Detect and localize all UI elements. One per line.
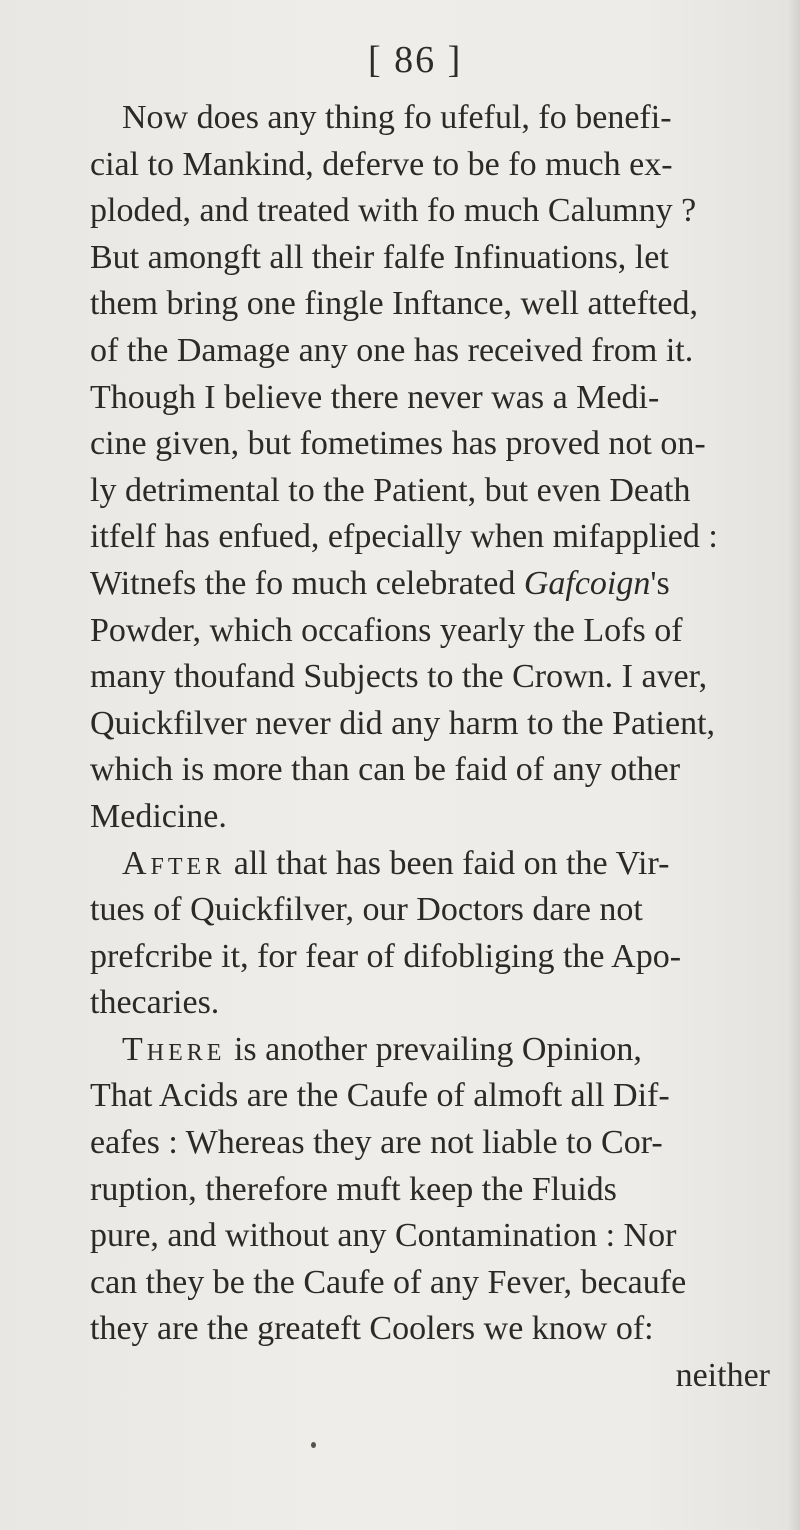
italic-name: Gafcoign	[523, 564, 651, 602]
small-caps-lead: After	[122, 844, 226, 882]
text-line: which is more than can be faid of any other	[90, 751, 681, 789]
text-line: pure, and without any Contamination : Nor	[90, 1217, 677, 1255]
text-line: eafes : Whereas they are not liable to Cor-	[90, 1124, 663, 1162]
body-text	[90, 95, 790, 1400]
small-caps-lead: There	[122, 1030, 226, 1068]
text-line: them bring one fingle Inftance, well attefted,	[90, 285, 698, 323]
text-line: Powder, which occafions yearly the Lofs of	[90, 611, 683, 649]
text-line: ly detrimental to the Patient, but even Death	[90, 471, 691, 509]
text-line: cine given, but fometimes has proved not on-	[90, 425, 706, 463]
ink-speck	[311, 1442, 316, 1448]
text-line: Witnefs the fo much celebrated Gafcoign's	[90, 564, 670, 602]
text-line: of the Damage any one has received from it.	[90, 331, 694, 369]
text-line: prefcribe it, for fear of difobliging the Apo-	[90, 937, 682, 975]
text-line: Though I believe there never was a Medi-	[90, 378, 660, 416]
text-line: thecaries.	[90, 984, 220, 1022]
text-line: That Acids are the Caufe of almoft all Dif-	[90, 1077, 670, 1115]
text-line: ploded, and treated with fo much Calumny ?	[90, 192, 697, 230]
text-line: can they be the Caufe of any Fever, becaufe	[90, 1263, 687, 1301]
catchword: neither	[675, 1357, 770, 1395]
text-line: many thoufand Subjects to the Crown. I aver,	[90, 658, 708, 696]
text-line: Quickfilver never did any harm to the Patient,	[90, 704, 716, 742]
text-line: Medicine.	[90, 797, 227, 835]
page-number: [ 86 ]	[368, 39, 463, 81]
text-line: ruption, therefore muft keep the Fluids	[90, 1170, 617, 1208]
text-line: itfelf has enfued, efpecially when mifapplied :	[90, 518, 718, 556]
text-line: Now does any thing fo ufeful, fo benefi-	[122, 99, 672, 136]
paragraph-start: After all that has been faid on the Vir-	[122, 844, 670, 882]
paragraph-start: There is another prevailing Opinion,	[122, 1030, 642, 1068]
text-line: they are the greateft Coolers we know of:	[90, 1310, 654, 1348]
text-line: cial to Mankind, deferve to be fo much ex-	[90, 145, 673, 183]
text-line: But amongft all their falfe Infinuations, let	[90, 238, 669, 276]
text-line: tues of Quickfilver, our Doctors dare not	[90, 891, 643, 929]
